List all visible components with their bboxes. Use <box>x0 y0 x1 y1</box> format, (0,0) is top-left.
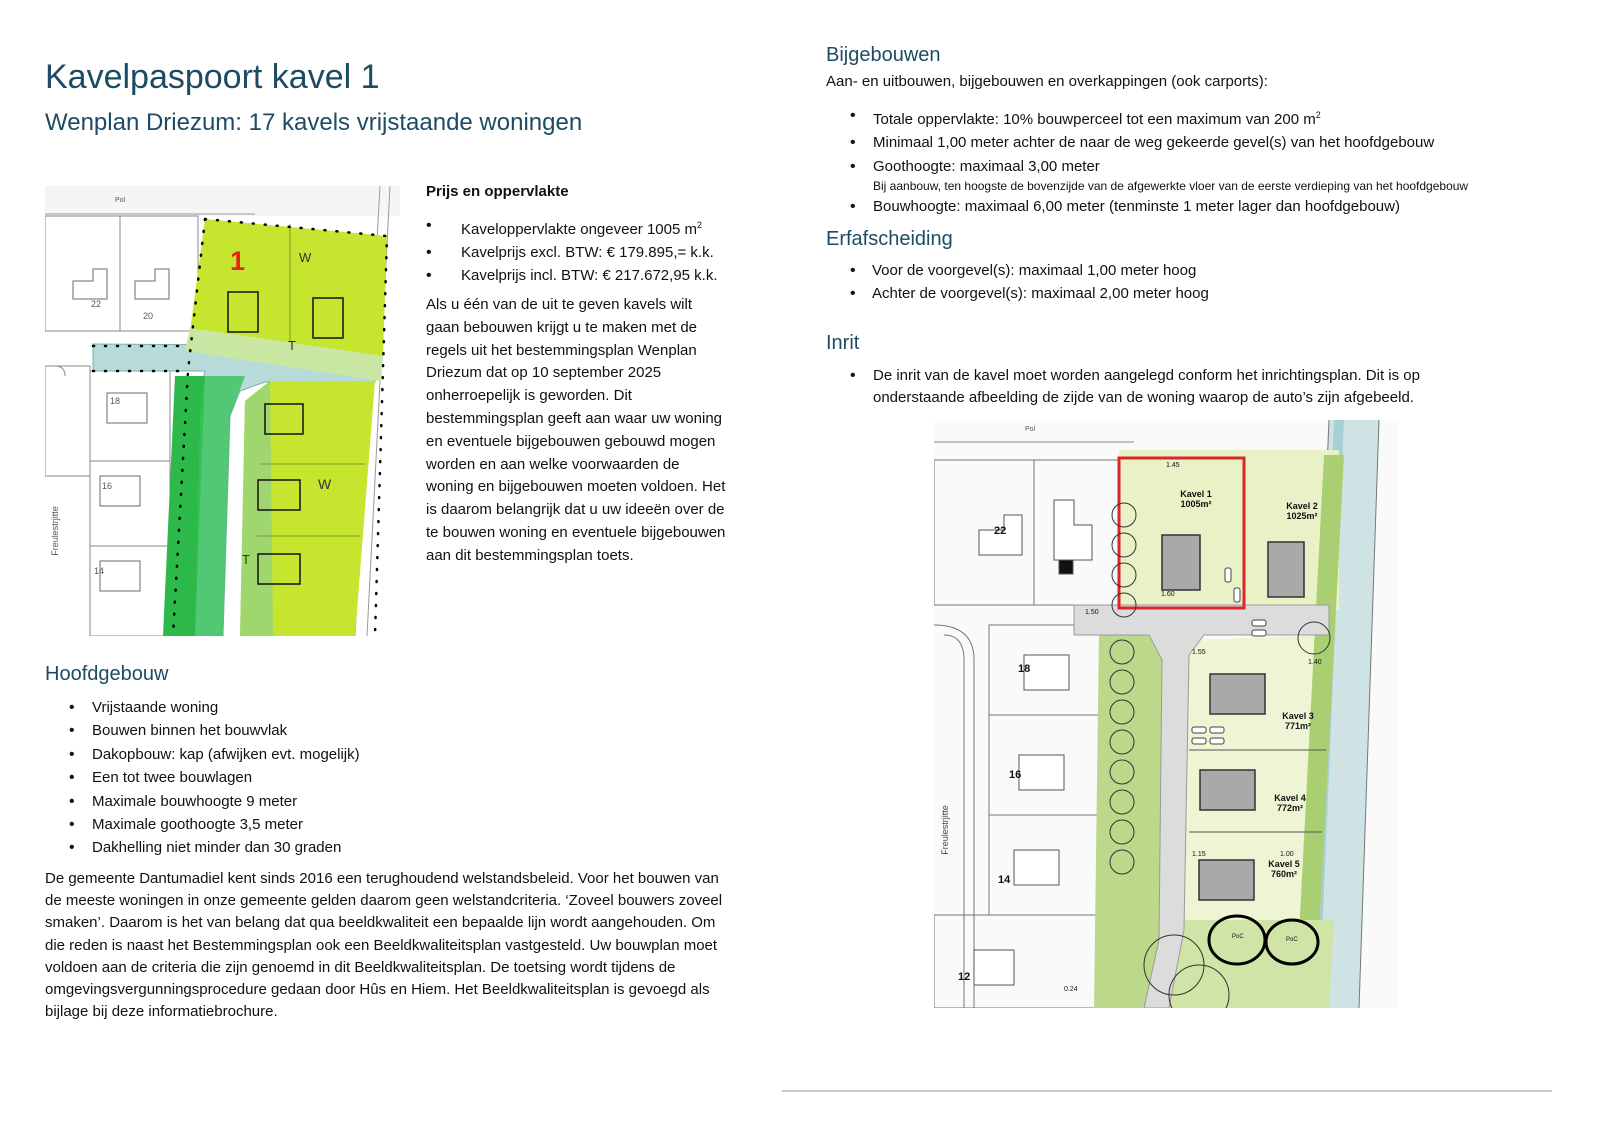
site-street-label: Freulestrjitte <box>939 805 950 855</box>
erfafscheiding-item: • Voor de voorgevel(s): maximaal 1,00 meter hoog <box>826 259 1526 282</box>
welstand-paragraph: De gemeente Dantumadiel kent sinds 2016 een terughoudend welstandsbeleid. Voor het bouwen van de meeste woningen in onze gemeente gelden daarom geen welstandcriteria. ‘Zoveel bouwers zoveel smaken’. Daarom is het van belang dat qua beeldkwaliteit een bepaalde lijn wordt aangehouden. Om die reden is naast het Bestemmingsplan ook een Beeldkwaliteitsplan vastgesteld. Uw bouwplan moet voldoen aan de criteria die zijn genoemd in dit Beeldkwaliteitsplan. De toetsing wordt tijdens de omgevingsvergunningsprocedure gedaan door Hûs en Hiem. Het Beeldkwaliteitsplan is gevoegd als bijlage bij deze informatiebrochure. <box>45 870 723 1021</box>
section-bijgebouwen-heading: Bijgebouwen <box>826 44 941 66</box>
site-house-22: 22 <box>994 525 1007 537</box>
zoning-plan-map <box>45 186 400 636</box>
dim-label: 1.40 <box>1308 659 1322 666</box>
kavel-1-label: Kavel 1 1005m² <box>1180 489 1212 509</box>
kavel-2-label: Kavel 2 1025m² <box>1286 501 1318 521</box>
hoofdgebouw-item: • Vrijstaande woning <box>45 696 735 719</box>
hoofdgebouw-item: • Een tot twee bouwlagen <box>45 766 735 789</box>
site-house-12: 12 <box>958 971 971 983</box>
hoofdgebouw-list <box>45 696 735 860</box>
bijgebouwen-item: • Minimaal 1,00 meter achter de naar de weg gekeerde gevel(s) van het hoofdgebouw <box>826 131 1546 154</box>
map-street-label: Freulestrjitte <box>49 506 60 556</box>
price-list <box>426 214 731 287</box>
dim-label: 1.00 <box>1280 851 1294 858</box>
kavel-5-label: Kavel 5 760m² <box>1268 859 1300 879</box>
erfafscheiding-list <box>826 259 1526 306</box>
map-label-w-top: W <box>299 250 312 265</box>
site-house-18: 18 <box>1018 663 1031 675</box>
inrit-list <box>826 365 1446 409</box>
price-heading: Prijs en oppervlakte <box>426 183 569 200</box>
hoofdgebouw-item: • Dakopbouw: kap (afwijken evt. mogelijk) <box>45 743 735 766</box>
page-divider <box>782 1090 1552 1092</box>
page-subtitle: Wenplan Driezum: 17 kavels vrijstaande woningen <box>45 109 583 136</box>
price-paragraph: Als u één van de uit te geven kavels wilt gaan bebouwen krijgt u te maken met de regels uit het bestemmingsplan Wenplan Driezum dat op 10 september 2025 onherroepelijk is geworden. Dit bestemmingsplan geeft aan waar uw woning en eventuele bijgebouwen gebouwd mogen worden en aan welke voorwaarden de woning en bijgebouwen moeten voldoen. Het is daarom belangrijk dat u uw ideeën over de te bouwen woning en eventuele bijgebouwen aan dit bestemmingsplan toets. <box>426 296 726 564</box>
price-section <box>426 182 731 568</box>
map-label-w-lower: W <box>318 476 332 492</box>
bijgebouwen-item: • Totale oppervlakte: 10% bouwperceel tot een maximum van 200 $m^2$ <box>826 104 1546 131</box>
hoofdgebouw-item: • Maximale bouwhoogte 9 meter <box>45 790 735 813</box>
kavel-number-label: 1 <box>230 246 246 276</box>
hoofdgebouw-item: • Bouwen binnen het bouwvlak <box>45 719 735 742</box>
map-label-t-mid: T <box>288 338 296 353</box>
site-plan-map <box>934 420 1398 1008</box>
site-house-14: 14 <box>998 874 1011 886</box>
map-road-label: Pol <box>115 197 126 204</box>
bijgebouwen-intro: Aan- en uitbouwen, bijgebouwen en overkappingen (ook carports): <box>826 73 1268 90</box>
bijgebouwen-list <box>826 104 1546 219</box>
bijgebouwen-note: Bij aanbouw, ten hoogste de bovenzijde van de afgewerkte vloer van de eerste verdieping van het hoofdgebouw <box>873 179 1469 194</box>
hoofdgebouw-item: • Maximale goothoogte 3,5 meter <box>45 813 735 836</box>
map-house-16: 16 <box>102 481 113 491</box>
price-item-excl: • Kavelprijs excl. BTW: € 179.895,= k.k. <box>426 241 731 264</box>
bijgebouwen-item: • Goothoogte: maximaal 3,00 meter Bij aanbouw, ten hoogste de bovenzijde van de afgewerkte vloer van de eerste verdieping van het hoofdgebouw <box>826 155 1546 195</box>
section-hoofdgebouw-heading: Hoofdgebouw <box>45 663 169 685</box>
map-house-22: 22 <box>91 299 102 309</box>
page-title: Kavelpaspoort kavel 1 <box>45 58 380 96</box>
map-house-14: 14 <box>94 566 105 576</box>
bijgebouwen-item: • Bouwhoogte: maximaal 6,00 meter (tenminste 1 meter lager dan hoofdgebouw) <box>826 195 1546 218</box>
dim-label: 1.50 <box>1085 609 1099 616</box>
dim-label: 1.55 <box>1192 649 1206 656</box>
inrit-item: • De inrit van de kavel moet worden aangelegd conform het inrichtingsplan. Dit is op onderstaande afbeelding de zijde van de woning waarop de auto’s zijn afgebeeld. <box>826 365 1446 409</box>
section-inrit-heading: Inrit <box>826 332 860 354</box>
site-house-16: 16 <box>1009 769 1022 781</box>
dim-label: 0.24 <box>1064 986 1078 993</box>
dim-label: 1.15 <box>1192 851 1206 858</box>
dim-label: 1.45 <box>1166 462 1180 469</box>
site-road-label: Pol <box>1025 426 1036 433</box>
section-erfafscheiding-heading: Erfafscheiding <box>826 228 953 250</box>
kavel-3-label: Kavel 3 771m² <box>1282 711 1314 731</box>
map-house-18: 18 <box>110 396 121 406</box>
dim-label: 1.60 <box>1161 591 1175 598</box>
kavel-4-label: Kavel 4 772m² <box>1274 793 1306 813</box>
poc-label: PoC <box>1232 934 1244 940</box>
hoofdgebouw-item: • Dakhelling niet minder dan 30 graden <box>45 836 735 859</box>
price-item-area: • Kaveloppervlakte ongeveer 1005 $m^2$ <box>426 214 731 241</box>
erfafscheiding-item: • Achter de voorgevel(s): maximaal 2,00 meter hoog <box>826 282 1526 305</box>
map-house-20: 20 <box>143 311 154 321</box>
map-label-t-lower: T <box>242 552 250 567</box>
price-item-incl: • Kavelprijs incl. BTW: € 217.672,95 k.k. <box>426 264 731 287</box>
poc-label: PoC <box>1286 937 1298 943</box>
